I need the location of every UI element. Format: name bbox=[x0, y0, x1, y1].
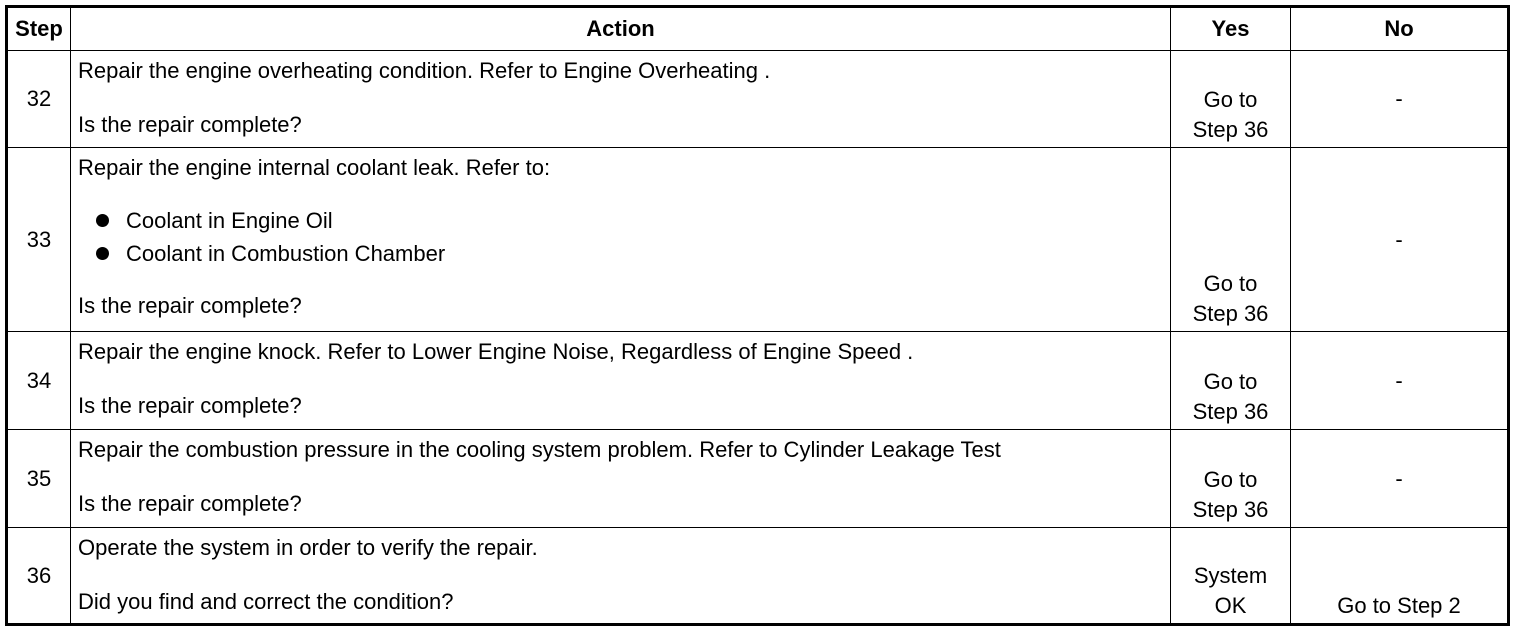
yes-cell bbox=[1171, 51, 1291, 148]
action-question: Is the repair complete? bbox=[78, 112, 302, 137]
header-no: No bbox=[1291, 7, 1509, 51]
no-cell: - bbox=[1291, 430, 1509, 528]
diagnostic-table bbox=[5, 5, 1510, 626]
table-row bbox=[7, 528, 1509, 625]
step-number: 36 bbox=[7, 528, 71, 625]
yes-line-1: Go to bbox=[1203, 369, 1258, 394]
action-question: Is the repair complete? bbox=[78, 393, 302, 418]
table-row bbox=[7, 430, 1509, 528]
yes-line-2: Step 36 bbox=[1192, 497, 1269, 522]
action-cell bbox=[71, 148, 1171, 332]
yes-line-2: Step 36 bbox=[1192, 399, 1269, 424]
action-cell bbox=[71, 332, 1171, 430]
action-text: Operate the system in order to verify the repair. bbox=[78, 535, 538, 560]
step-number: 35 bbox=[7, 430, 71, 528]
list-item: Coolant in Combustion Chamber bbox=[78, 237, 1170, 270]
no-cell: - bbox=[1291, 332, 1509, 430]
header-step: Step bbox=[7, 7, 71, 51]
action-question: Is the repair complete? bbox=[78, 293, 302, 318]
bullet-icon bbox=[96, 214, 109, 227]
yes-line-2: OK bbox=[1214, 593, 1247, 618]
header-yes: Yes bbox=[1171, 7, 1291, 51]
table-row bbox=[7, 332, 1509, 430]
step-number: 34 bbox=[7, 332, 71, 430]
no-cell: - bbox=[1291, 148, 1509, 332]
no-cell: Go to Step 2 bbox=[1291, 528, 1509, 625]
yes-line-1: Go to bbox=[1203, 467, 1258, 492]
list-item: Coolant in Engine Oil bbox=[78, 204, 1170, 237]
yes-line-2: Step 36 bbox=[1192, 301, 1269, 326]
yes-cell bbox=[1171, 148, 1291, 332]
action-text: Repair the engine internal coolant leak. Refer to: bbox=[78, 155, 551, 180]
table-row bbox=[7, 148, 1509, 332]
header-action: Action bbox=[71, 7, 1171, 51]
no-cell: - bbox=[1291, 51, 1509, 148]
step-number: 32 bbox=[7, 51, 71, 148]
yes-line-1: Go to bbox=[1203, 271, 1258, 296]
yes-cell bbox=[1171, 430, 1291, 528]
action-cell bbox=[71, 430, 1171, 528]
action-cell bbox=[71, 528, 1171, 625]
table-row bbox=[7, 51, 1509, 148]
header-row bbox=[7, 7, 1509, 51]
bullet-list bbox=[78, 204, 1170, 270]
step-number: 33 bbox=[7, 148, 71, 332]
action-text: Repair the engine overheating condition. Refer to Engine Overheating . bbox=[78, 58, 771, 83]
action-text: Repair the engine knock. Refer to Lower Engine Noise, Regardless of Engine Speed . bbox=[78, 339, 914, 364]
bullet-icon bbox=[96, 247, 109, 260]
yes-line-1: Go to bbox=[1203, 87, 1258, 112]
yes-cell bbox=[1171, 528, 1291, 625]
yes-cell bbox=[1171, 332, 1291, 430]
action-question: Is the repair complete? bbox=[78, 491, 302, 516]
action-question: Did you find and correct the condition? bbox=[78, 589, 454, 614]
yes-line-2: Step 36 bbox=[1192, 117, 1269, 142]
action-text: Repair the combustion pressure in the cooling system problem. Refer to Cylinder Leakage Test bbox=[78, 437, 1001, 462]
yes-line-1: System bbox=[1193, 563, 1268, 588]
action-cell bbox=[71, 51, 1171, 148]
